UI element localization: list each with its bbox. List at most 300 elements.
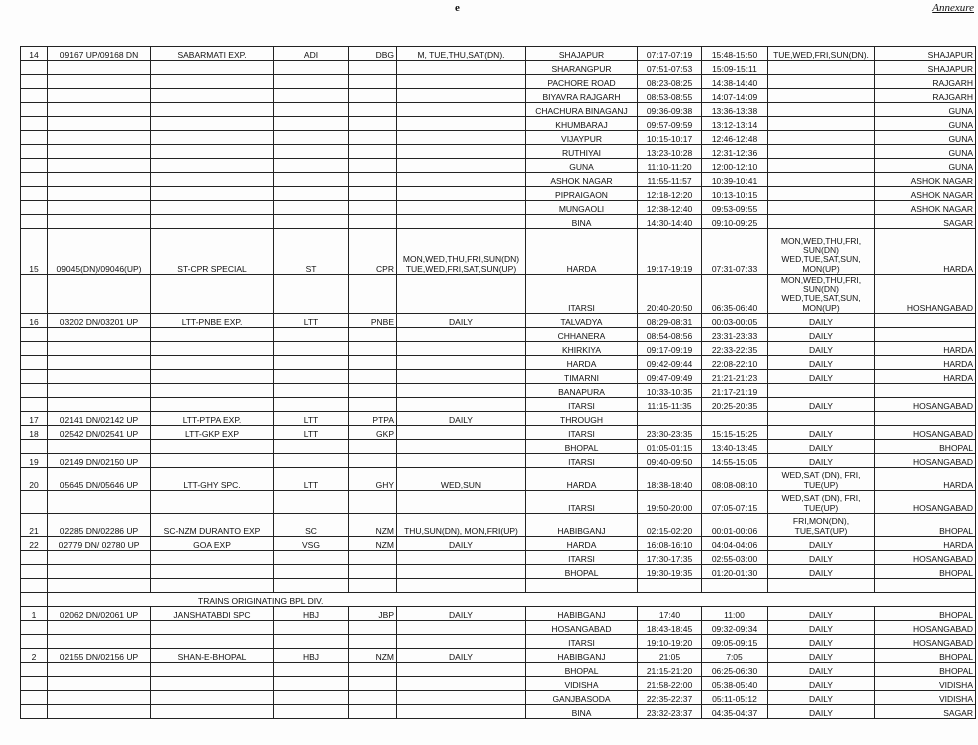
timing-dn-cell: 01:05-01:15 — [638, 440, 702, 454]
timing-up-cell: 20:25-20:35 — [702, 398, 768, 412]
station-cell: PIPRAIGAON — [526, 187, 638, 201]
timing-dn-cell: 07:17-07:19 — [638, 47, 702, 61]
halt-days-cell: TUE,WED,FRI,SUN(DN). — [768, 47, 875, 61]
origin-cell — [274, 579, 349, 593]
train-number-cell: 16 — [21, 314, 48, 328]
origin-cell — [274, 551, 349, 565]
station-cell — [526, 579, 638, 593]
table-row — [21, 649, 976, 663]
station-cell: BHOPAL — [526, 440, 638, 454]
destination-cell: CPR — [349, 229, 397, 275]
district-cell: BHOPAL — [875, 440, 976, 454]
table-row — [21, 607, 976, 621]
destination-cell — [349, 342, 397, 356]
origin-cell — [274, 384, 349, 398]
header-mark: e — [455, 2, 460, 14]
train-number-cell — [21, 370, 48, 384]
train-id-cell — [48, 440, 151, 454]
train-number-cell — [21, 103, 48, 117]
origin-cell — [274, 145, 349, 159]
district-cell: ASHOK NAGAR — [875, 187, 976, 201]
origin-cell — [274, 342, 349, 356]
train-name-cell: LTT-GHY SPC. — [151, 468, 274, 491]
destination-cell — [349, 117, 397, 131]
halt-days-cell — [768, 159, 875, 173]
table-row — [21, 215, 976, 229]
district-cell: GUNA — [875, 145, 976, 159]
halt-days-cell: DAILY — [768, 328, 875, 342]
district-cell: SAGAR — [875, 705, 976, 719]
train-timetable — [20, 46, 976, 719]
district-cell: BHOPAL — [875, 663, 976, 677]
station-cell: GANJBASODA — [526, 691, 638, 705]
run-days-cell — [397, 145, 526, 159]
district-cell — [875, 384, 976, 398]
halt-days-cell: DAILY — [768, 565, 875, 579]
district-cell: GUNA — [875, 159, 976, 173]
origin-cell: HBJ — [274, 649, 349, 663]
run-days-cell — [397, 491, 526, 514]
train-id-cell — [48, 579, 151, 593]
timing-dn-cell — [638, 579, 702, 593]
timing-up-cell: 05:38-05:40 — [702, 677, 768, 691]
destination-cell: NZM — [349, 537, 397, 551]
train-number-cell — [21, 131, 48, 145]
train-id-cell — [48, 173, 151, 187]
timing-up-cell: 09:10-09:25 — [702, 215, 768, 229]
run-days-cell — [397, 61, 526, 75]
train-number-cell — [21, 565, 48, 579]
timing-up-cell: 05:11-05:12 — [702, 691, 768, 705]
train-id-cell: 02149 DN/02150 UP — [48, 454, 151, 468]
district-cell: SHAJAPUR — [875, 61, 976, 75]
timing-up-cell: 04:35-04:37 — [702, 705, 768, 719]
station-cell: HABIBGANJ — [526, 649, 638, 663]
run-days-cell — [397, 275, 526, 314]
train-id-cell — [48, 131, 151, 145]
timing-up-cell: 23:31-23:33 — [702, 328, 768, 342]
run-days-cell — [397, 356, 526, 370]
train-name-cell — [151, 621, 274, 635]
station-cell: HABIBGANJ — [526, 514, 638, 537]
train-name-cell — [151, 565, 274, 579]
station-cell: HARDA — [526, 468, 638, 491]
origin-cell — [274, 677, 349, 691]
train-number-cell — [21, 145, 48, 159]
timing-dn-cell: 09:47-09:49 — [638, 370, 702, 384]
train-name-cell: LTT-GKP EXP — [151, 426, 274, 440]
timing-up-cell: 12:00-12:10 — [702, 159, 768, 173]
district-cell: VIDISHA — [875, 677, 976, 691]
station-cell: CHHANERA — [526, 328, 638, 342]
table-row — [21, 663, 976, 677]
train-name-cell — [151, 201, 274, 215]
destination-cell — [349, 398, 397, 412]
halt-days-cell: WED,SAT (DN), FRI, TUE(UP) — [768, 468, 875, 491]
halt-days-cell: DAILY — [768, 537, 875, 551]
destination-cell — [349, 103, 397, 117]
train-number-cell: 22 — [21, 537, 48, 551]
district-cell: SHAJAPUR — [875, 47, 976, 61]
district-cell: ASHOK NAGAR — [875, 201, 976, 215]
origin-cell — [274, 370, 349, 384]
origin-cell: LTT — [274, 468, 349, 491]
district-cell: HARDA — [875, 356, 976, 370]
train-id-cell — [48, 705, 151, 719]
halt-days-cell — [768, 173, 875, 187]
destination-cell — [349, 705, 397, 719]
table-row — [21, 565, 976, 579]
timing-dn-cell: 09:36-09:38 — [638, 103, 702, 117]
halt-days-cell — [768, 187, 875, 201]
timing-up-cell: 10:39-10:41 — [702, 173, 768, 187]
train-id-cell — [48, 201, 151, 215]
station-cell: THROUGH — [526, 412, 638, 426]
train-id-cell — [48, 275, 151, 314]
train-number-cell — [21, 187, 48, 201]
timing-dn-cell: 09:17-09:19 — [638, 342, 702, 356]
halt-days-cell — [768, 103, 875, 117]
train-number-cell — [21, 663, 48, 677]
run-days-cell — [397, 426, 526, 440]
origin-cell — [274, 275, 349, 314]
station-cell: SHARANGPUR — [526, 61, 638, 75]
run-days-cell — [397, 454, 526, 468]
district-cell: HOSHANGABAD — [875, 275, 976, 314]
table-row — [21, 579, 976, 593]
train-number-cell — [21, 275, 48, 314]
timing-dn-cell: 09:40-09:50 — [638, 454, 702, 468]
train-name-cell: SABARMATI EXP. — [151, 47, 274, 61]
table-row — [21, 398, 976, 412]
run-days-cell: THU,SUN(DN), MON,FRI(UP) — [397, 514, 526, 537]
halt-days-cell: DAILY — [768, 607, 875, 621]
table-row — [21, 426, 976, 440]
station-cell: GUNA — [526, 159, 638, 173]
blank-cell — [21, 593, 48, 607]
train-name-cell — [151, 398, 274, 412]
timing-dn-cell: 14:30-14:40 — [638, 215, 702, 229]
train-name-cell — [151, 187, 274, 201]
table-row — [21, 412, 976, 426]
train-name-cell: GOA EXP — [151, 537, 274, 551]
origin-cell — [274, 117, 349, 131]
run-days-cell — [397, 159, 526, 173]
train-number-cell: 14 — [21, 47, 48, 61]
run-days-cell — [397, 215, 526, 229]
destination-cell — [349, 663, 397, 677]
timing-dn-cell: 10:33-10:35 — [638, 384, 702, 398]
destination-cell — [349, 677, 397, 691]
train-number-cell — [21, 342, 48, 356]
table-row — [21, 145, 976, 159]
station-cell: ITARSI — [526, 491, 638, 514]
timing-dn-cell: 19:50-20:00 — [638, 491, 702, 514]
halt-days-cell — [768, 201, 875, 215]
station-cell: KHUMBARAJ — [526, 117, 638, 131]
origin-cell — [274, 398, 349, 412]
timing-dn-cell: 16:08-16:10 — [638, 537, 702, 551]
train-name-cell — [151, 691, 274, 705]
destination-cell — [349, 384, 397, 398]
destination-cell: PNBE — [349, 314, 397, 328]
timing-dn-cell: 18:43-18:45 — [638, 621, 702, 635]
train-id-cell — [48, 61, 151, 75]
timing-up-cell: 12:31-12:36 — [702, 145, 768, 159]
train-number-cell: 21 — [21, 514, 48, 537]
destination-cell: JBP — [349, 607, 397, 621]
destination-cell — [349, 89, 397, 103]
station-cell: CHACHURA BINAGANJ — [526, 103, 638, 117]
origin-cell: ADI — [274, 47, 349, 61]
origin-cell: LTT — [274, 426, 349, 440]
train-name-cell — [151, 440, 274, 454]
train-name-cell — [151, 328, 274, 342]
district-cell: SAGAR — [875, 215, 976, 229]
destination-cell — [349, 440, 397, 454]
run-days-cell — [397, 131, 526, 145]
train-id-cell — [48, 691, 151, 705]
train-id-cell: 02155 DN/02156 UP — [48, 649, 151, 663]
destination-cell: NZM — [349, 649, 397, 663]
train-name-cell — [151, 384, 274, 398]
timing-up-cell: 09:32-09:34 — [702, 621, 768, 635]
district-cell: HARDA — [875, 537, 976, 551]
train-name-cell — [151, 89, 274, 103]
timing-up-cell: 07:05-07:15 — [702, 491, 768, 514]
station-cell: RUTHIYAI — [526, 145, 638, 159]
train-number-cell — [21, 201, 48, 215]
train-name-cell: JANSHATABDI SPC — [151, 607, 274, 621]
train-id-cell — [48, 145, 151, 159]
train-id-cell — [48, 187, 151, 201]
train-name-cell: SC-NZM DURANTO EXP — [151, 514, 274, 537]
run-days-cell: DAILY — [397, 649, 526, 663]
district-cell: HARDA — [875, 370, 976, 384]
timing-up-cell: 7:05 — [702, 649, 768, 663]
halt-days-cell: DAILY — [768, 440, 875, 454]
run-days-cell — [397, 663, 526, 677]
table-row — [21, 514, 976, 537]
train-name-cell — [151, 579, 274, 593]
run-days-cell — [397, 579, 526, 593]
train-id-cell: 09167 UP/09168 DN — [48, 47, 151, 61]
table-row — [21, 677, 976, 691]
timing-up-cell: 15:09-15:11 — [702, 61, 768, 75]
run-days-cell — [397, 187, 526, 201]
halt-days-cell — [768, 412, 875, 426]
timing-up-cell: 12:46-12:48 — [702, 131, 768, 145]
destination-cell — [349, 215, 397, 229]
train-id-cell — [48, 491, 151, 514]
run-days-cell — [397, 173, 526, 187]
timing-up-cell: 06:35-06:40 — [702, 275, 768, 314]
timing-up-cell: 22:08-22:10 — [702, 356, 768, 370]
timing-dn-cell: 17:40 — [638, 607, 702, 621]
table-row — [21, 537, 976, 551]
timing-up-cell: 13:40-13:45 — [702, 440, 768, 454]
run-days-cell — [397, 565, 526, 579]
station-cell: PACHORE ROAD — [526, 75, 638, 89]
halt-days-cell: DAILY — [768, 621, 875, 635]
table-row — [21, 384, 976, 398]
train-number-cell — [21, 579, 48, 593]
train-id-cell — [48, 117, 151, 131]
origin-cell: LTT — [274, 412, 349, 426]
train-name-cell — [151, 159, 274, 173]
run-days-cell: MON,WED,THU,FRI,SUN(DN) TUE,WED,FRI,SAT,SUN(UP) — [397, 229, 526, 275]
train-name-cell — [151, 454, 274, 468]
table-row — [21, 187, 976, 201]
train-number-cell — [21, 635, 48, 649]
train-name-cell: ST-CPR SPECIAL — [151, 229, 274, 275]
timing-up-cell: 00:03-00:05 — [702, 314, 768, 328]
timing-up-cell: 06:25-06:30 — [702, 663, 768, 677]
destination-cell — [349, 454, 397, 468]
table-row — [21, 705, 976, 719]
district-cell — [875, 328, 976, 342]
destination-cell — [349, 635, 397, 649]
train-id-cell — [48, 370, 151, 384]
run-days-cell — [397, 621, 526, 635]
timing-up-cell: 08:08-08:10 — [702, 468, 768, 491]
timing-dn-cell: 12:18-12:20 — [638, 187, 702, 201]
halt-days-cell: DAILY — [768, 426, 875, 440]
district-cell: BHOPAL — [875, 514, 976, 537]
train-number-cell — [21, 159, 48, 173]
train-name-cell — [151, 551, 274, 565]
destination-cell: GKP — [349, 426, 397, 440]
origin-cell — [274, 705, 349, 719]
destination-cell: NZM — [349, 514, 397, 537]
train-number-cell — [21, 384, 48, 398]
origin-cell — [274, 328, 349, 342]
district-cell: VIDISHA — [875, 691, 976, 705]
halt-days-cell: DAILY — [768, 370, 875, 384]
timing-dn-cell: 21:58-22:00 — [638, 677, 702, 691]
destination-cell — [349, 145, 397, 159]
station-cell: SHAJAPUR — [526, 47, 638, 61]
halt-days-cell: DAILY — [768, 398, 875, 412]
train-id-cell — [48, 75, 151, 89]
train-number-cell: 2 — [21, 649, 48, 663]
timing-dn-cell: 21:05 — [638, 649, 702, 663]
train-number-cell — [21, 398, 48, 412]
district-cell: HARDA — [875, 342, 976, 356]
halt-days-cell — [768, 89, 875, 103]
section-title: TRAINS ORIGINATING BPL DIV. — [48, 593, 976, 607]
run-days-cell: WED,SUN — [397, 468, 526, 491]
train-name-cell — [151, 61, 274, 75]
district-cell: ASHOK NAGAR — [875, 173, 976, 187]
district-cell — [875, 412, 976, 426]
table-row — [21, 454, 976, 468]
station-cell: ASHOK NAGAR — [526, 173, 638, 187]
origin-cell — [274, 187, 349, 201]
train-name-cell — [151, 131, 274, 145]
timing-up-cell: 22:33-22:35 — [702, 342, 768, 356]
timing-dn-cell: 21:15-21:20 — [638, 663, 702, 677]
train-number-cell — [21, 705, 48, 719]
timing-up-cell: 15:15-15:25 — [702, 426, 768, 440]
train-name-cell — [151, 705, 274, 719]
timing-dn-cell: 08:23-08:25 — [638, 75, 702, 89]
train-id-cell — [48, 89, 151, 103]
run-days-cell — [397, 551, 526, 565]
station-cell: KHIRKIYA — [526, 342, 638, 356]
timing-dn-cell: 19:10-19:20 — [638, 635, 702, 649]
train-id-cell — [48, 677, 151, 691]
timing-dn-cell: 11:10-11:20 — [638, 159, 702, 173]
train-number-cell: 19 — [21, 454, 48, 468]
station-cell: HOSANGABAD — [526, 621, 638, 635]
district-cell: BHOPAL — [875, 565, 976, 579]
timing-dn-cell: 20:40-20:50 — [638, 275, 702, 314]
run-days-cell — [397, 328, 526, 342]
train-name-cell — [151, 75, 274, 89]
train-id-cell: 02062 DN/02061 UP — [48, 607, 151, 621]
run-days-cell — [397, 384, 526, 398]
train-id-cell — [48, 103, 151, 117]
train-id-cell — [48, 356, 151, 370]
table-row — [21, 117, 976, 131]
run-days-cell — [397, 75, 526, 89]
train-name-cell — [151, 145, 274, 159]
train-name-cell — [151, 356, 274, 370]
origin-cell — [274, 159, 349, 173]
run-days-cell — [397, 89, 526, 103]
timing-dn-cell: 12:38-12:40 — [638, 201, 702, 215]
run-days-cell — [397, 440, 526, 454]
table-row — [21, 47, 976, 61]
district-cell: HOSANGABAD — [875, 635, 976, 649]
origin-cell: SC — [274, 514, 349, 537]
station-cell: BHOPAL — [526, 565, 638, 579]
timing-dn-cell: 09:57-09:59 — [638, 117, 702, 131]
halt-days-cell — [768, 579, 875, 593]
train-name-cell — [151, 215, 274, 229]
district-cell: GUNA — [875, 103, 976, 117]
station-cell: ITARSI — [526, 551, 638, 565]
table-row — [21, 621, 976, 635]
destination-cell — [349, 159, 397, 173]
halt-days-cell: DAILY — [768, 691, 875, 705]
destination-cell — [349, 691, 397, 705]
origin-cell — [274, 356, 349, 370]
train-number-cell — [21, 173, 48, 187]
timing-up-cell: 13:36-13:38 — [702, 103, 768, 117]
timing-dn-cell: 08:53-08:55 — [638, 89, 702, 103]
table-row — [21, 314, 976, 328]
run-days-cell — [397, 370, 526, 384]
train-id-cell — [48, 159, 151, 173]
train-name-cell — [151, 663, 274, 677]
train-id-cell: 09045(DN)/09046(UP) — [48, 229, 151, 275]
halt-days-cell — [768, 215, 875, 229]
station-cell: BINA — [526, 705, 638, 719]
halt-days-cell: MON,WED,THU,FRI, SUN(DN) WED,TUE,SAT,SUN, MON(UP) — [768, 275, 875, 314]
train-number-cell: 20 — [21, 468, 48, 491]
train-number-cell: 18 — [21, 426, 48, 440]
train-id-cell: 02779 DN/ 02780 UP — [48, 537, 151, 551]
origin-cell — [274, 635, 349, 649]
station-cell: HARDA — [526, 537, 638, 551]
timing-up-cell: 13:12-13:14 — [702, 117, 768, 131]
district-cell: BHOPAL — [875, 607, 976, 621]
halt-days-cell: DAILY — [768, 635, 875, 649]
station-cell: VIDISHA — [526, 677, 638, 691]
train-number-cell — [21, 215, 48, 229]
